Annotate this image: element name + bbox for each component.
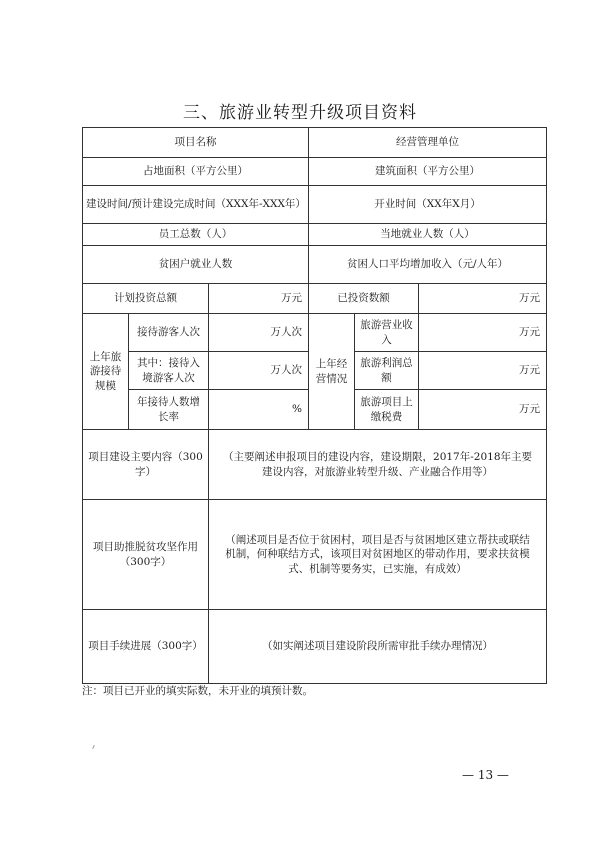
growth-rate-label: 年接待人数增长率: [129, 390, 209, 430]
local-staff-label: 当地就业人数（人）: [309, 224, 547, 246]
reception-scale-label: 上年旅游接待规模: [83, 314, 129, 430]
planned-investment-unit: 万元: [209, 284, 309, 314]
revenue-label: 旅游营业收入: [355, 314, 419, 352]
table-row: [83, 246, 547, 284]
procedures-label: 项目手续进展（300字）: [83, 610, 209, 684]
land-area-label: 占地面积（平方公里）: [83, 158, 309, 186]
table-row: [83, 430, 547, 500]
table-row: [83, 610, 547, 684]
inbound-unit: 万人次: [209, 352, 309, 390]
scan-mark: [92, 745, 95, 749]
project-name-label: 项目名称: [83, 128, 309, 158]
invested-label: 已投资数额: [309, 284, 419, 314]
footnote: 注：项目已开业的填实际数，未开业的填预计数。: [82, 685, 313, 697]
table-row: [83, 314, 547, 352]
table-row: [83, 128, 547, 158]
poor-income-label: 贫困人口平均增加收入（元/人年）: [309, 246, 547, 284]
planned-investment-label: 计划投资总额: [83, 284, 209, 314]
last-year-business-label: 上年经营情况: [309, 314, 355, 430]
profit-label: 旅游利润总额: [355, 352, 419, 390]
tax-label: 旅游项目上缴税费: [355, 390, 419, 430]
table-row: [83, 500, 547, 610]
visitors-unit: 万人次: [209, 314, 309, 352]
build-time-label: 建设时间/预计建设完成时间（XXX年-XXX年）: [83, 186, 309, 224]
visitors-label: 接待游客人次: [129, 314, 209, 352]
table-row: [83, 158, 547, 186]
project-info-table: [82, 127, 547, 684]
page-number: — 13 —: [462, 768, 509, 782]
procedures-note: （如实阐述项目建设阶段所需审批手续办理情况）: [209, 610, 547, 684]
poor-employment-label: 贫困户就业人数: [83, 246, 309, 284]
table-row: [83, 224, 547, 246]
growth-rate-unit: %: [209, 390, 309, 430]
table-row: [83, 284, 547, 314]
poverty-role-label: 项目助推脱贫攻坚作用（300字）: [83, 500, 209, 610]
table-row: [83, 186, 547, 224]
main-content-note: （主要阐述申报项目的建设内容，建设期限，2017年-2018年主要建设内容，对旅游业转型升级、产业融合作用等）: [209, 430, 547, 500]
open-time-label: 开业时间（XX年X月）: [309, 186, 547, 224]
inbound-label: 其中：接待入境游客人次: [129, 352, 209, 390]
profit-unit: 万元: [419, 352, 547, 390]
main-content-label: 项目建设主要内容（300字）: [83, 430, 209, 500]
poverty-role-note: （阐述项目是否位于贫困村，项目是否与贫困地区建立帮扶或联结机制，何种联结方式，该项目对贫困地区的带动作用，要求扶贫模式、机制等要务实，已实施，有成效）: [209, 500, 547, 610]
revenue-unit: 万元: [419, 314, 547, 352]
page-title: 三、旅游业转型升级项目资料: [183, 103, 417, 123]
invested-unit: 万元: [419, 284, 547, 314]
building-area-label: 建筑面积（平方公里）: [309, 158, 547, 186]
operator-label: 经营管理单位: [309, 128, 547, 158]
tax-unit: 万元: [419, 390, 547, 430]
total-staff-label: 员工总数（人）: [83, 224, 309, 246]
